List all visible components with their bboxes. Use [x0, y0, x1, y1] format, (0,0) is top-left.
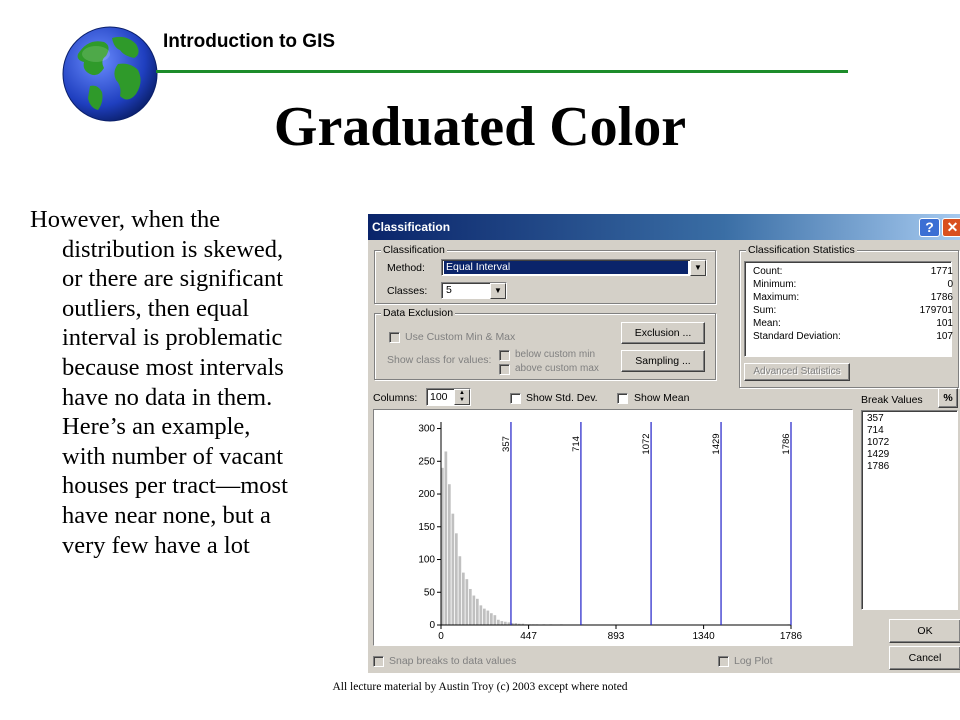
histogram-bar	[483, 609, 486, 625]
dialog-title: Classification	[372, 220, 451, 234]
body-line: outliers, then equal	[62, 294, 250, 322]
y-tick-label: 250	[418, 456, 435, 468]
histogram-bar	[501, 621, 504, 625]
classification-group-label: Classification	[383, 244, 445, 256]
stats-group-label: Classification Statistics	[748, 244, 855, 256]
stat-value: 107	[936, 331, 953, 342]
course-title: Introduction to GIS	[163, 31, 336, 52]
x-tick-label: 1340	[692, 631, 715, 642]
below-custom-checkbox[interactable]	[499, 350, 510, 361]
footer-note: All lecture material by Austin Troy (c) 2003 except where noted	[332, 681, 628, 693]
break-value-item[interactable]: 714	[867, 425, 884, 436]
log-plot-label: Log Plot	[734, 655, 773, 667]
above-custom-label: above custom max	[515, 363, 599, 374]
stat-row-mean	[753, 318, 953, 331]
classes-dropdown[interactable]	[441, 282, 507, 299]
y-tick-label: 300	[418, 423, 435, 435]
histogram-chart[interactable]	[374, 410, 852, 645]
body-line: interval is problematic	[62, 324, 283, 352]
stat-row-minimum	[753, 279, 953, 292]
method-label: Method:	[387, 262, 425, 274]
histogram-bar	[448, 484, 451, 625]
stat-value: 1771	[930, 266, 953, 277]
header-rule	[156, 70, 848, 73]
stat-row-maximum	[753, 292, 953, 305]
close-button[interactable]: ✕	[942, 218, 960, 237]
stat-key: Sum:	[753, 305, 777, 316]
y-tick-label: 0	[429, 620, 435, 631]
body-line: very few have a lot	[62, 531, 250, 559]
advanced-statistics-button[interactable]: Advanced Statistics	[744, 363, 850, 381]
stat-value: 0	[947, 279, 953, 290]
break-values-label: Break Values	[861, 394, 923, 406]
y-tick-label: 150	[418, 521, 435, 533]
break-line-label: 1429	[711, 433, 723, 455]
stat-row-sum	[753, 305, 953, 318]
data-exclusion-group	[374, 307, 716, 380]
body-line: or there are significant	[62, 265, 284, 293]
data-exclusion-group-label: Data Exclusion	[383, 307, 454, 319]
stat-value: 101	[936, 318, 953, 329]
break-line-label: 1072	[641, 433, 653, 455]
classes-value: 5	[446, 284, 452, 296]
classification-group	[374, 244, 716, 304]
break-line-label: 357	[500, 436, 512, 452]
histogram-bar	[480, 605, 483, 625]
histogram-bar	[445, 451, 448, 625]
method-value: Equal Interval	[446, 261, 511, 273]
percent-button[interactable]: %	[938, 388, 958, 408]
classification-stats-group	[739, 244, 959, 388]
snap-breaks-checkbox[interactable]	[373, 656, 384, 667]
below-custom-label: below custom min	[515, 349, 596, 360]
ok-button[interactable]: OK	[889, 619, 960, 643]
x-tick-label: 447	[520, 631, 537, 642]
show-mean-label: Show Mean	[634, 392, 690, 404]
show-mean-checkbox[interactable]	[617, 393, 628, 404]
histogram-bar	[494, 615, 497, 625]
body-text	[30, 205, 360, 560]
classes-label: Classes:	[387, 285, 428, 297]
show-std-dev-label: Show Std. Dev.	[526, 392, 598, 404]
histogram-bar	[487, 611, 490, 625]
stat-row-count	[753, 266, 953, 279]
cancel-button[interactable]: Cancel	[889, 646, 960, 670]
method-dropdown[interactable]	[441, 259, 707, 276]
x-tick-label: 1786	[779, 631, 803, 642]
help-button[interactable]: ?	[919, 218, 940, 237]
break-value-item[interactable]: 357	[867, 413, 884, 424]
stat-key: Maximum:	[753, 292, 800, 303]
spinner-arrows-icon[interactable]: ▲ ▼	[454, 389, 470, 405]
break-line-label: 714	[570, 436, 582, 452]
stat-value: 179701	[919, 305, 953, 316]
sampling-button[interactable]: Sampling ...	[621, 350, 705, 372]
show-std-dev-checkbox[interactable]	[510, 393, 521, 404]
y-tick-label: 50	[423, 587, 435, 599]
histogram-bar	[466, 579, 469, 625]
body-line: have no data in them.	[62, 383, 273, 411]
body-line: with number of vacant	[62, 442, 284, 470]
histogram-bar	[473, 596, 476, 625]
exclusion-button[interactable]: Exclusion ...	[621, 322, 705, 344]
histogram-bar	[469, 589, 472, 625]
body-line: because most intervals	[62, 353, 284, 381]
slide-title: Graduated Color	[273, 96, 687, 158]
stat-row-std-dev	[753, 331, 953, 344]
body-line: have near none, but a	[62, 501, 271, 529]
log-plot-checkbox[interactable]	[718, 656, 729, 667]
x-tick-label: 893	[607, 631, 625, 642]
histogram-bar	[459, 556, 462, 625]
chevron-down-icon[interactable]: ▼	[490, 283, 506, 299]
histogram-panel[interactable]	[373, 409, 853, 646]
dialog-titlebar[interactable]	[368, 214, 960, 240]
stat-key: Mean:	[753, 318, 781, 329]
histogram-bar	[455, 533, 458, 625]
y-tick-label: 200	[418, 489, 435, 501]
columns-spinner[interactable]	[426, 388, 471, 406]
use-custom-label: Use Custom Min & Max	[405, 331, 516, 343]
body-line: houses per tract—most	[62, 472, 288, 500]
use-custom-checkbox[interactable]	[389, 332, 400, 343]
chevron-down-icon[interactable]: ▼	[690, 260, 706, 276]
break-value-item[interactable]: 1429	[867, 449, 890, 460]
columns-value: 100	[430, 391, 448, 403]
classification-dialog	[367, 213, 960, 673]
histogram-bar	[476, 599, 479, 625]
stat-value: 1786	[930, 292, 953, 303]
histogram-bar	[452, 514, 455, 625]
stat-key: Minimum:	[753, 279, 797, 290]
snap-breaks-label: Snap breaks to data values	[389, 655, 517, 667]
stats-panel	[744, 261, 952, 357]
body-line: However, when the	[30, 206, 221, 233]
above-custom-checkbox[interactable]	[499, 364, 510, 375]
break-line-label: 1786	[781, 433, 792, 455]
columns-label: Columns:	[373, 392, 418, 404]
body-line: Here’s an example,	[62, 413, 251, 441]
stat-key: Standard Deviation:	[753, 331, 841, 342]
y-tick-label: 100	[418, 554, 435, 566]
break-value-item[interactable]: 1786	[867, 461, 890, 472]
stat-key: Count:	[753, 266, 783, 277]
histogram-bar	[462, 573, 465, 625]
histogram-bar	[490, 613, 493, 625]
x-tick-label: 0	[438, 631, 444, 642]
break-value-item[interactable]: 1072	[867, 437, 890, 448]
show-class-label: Show class for values:	[387, 354, 492, 366]
histogram-bar	[497, 620, 500, 625]
body-line: distribution is skewed,	[62, 235, 284, 263]
break-values-list[interactable]	[861, 410, 958, 610]
